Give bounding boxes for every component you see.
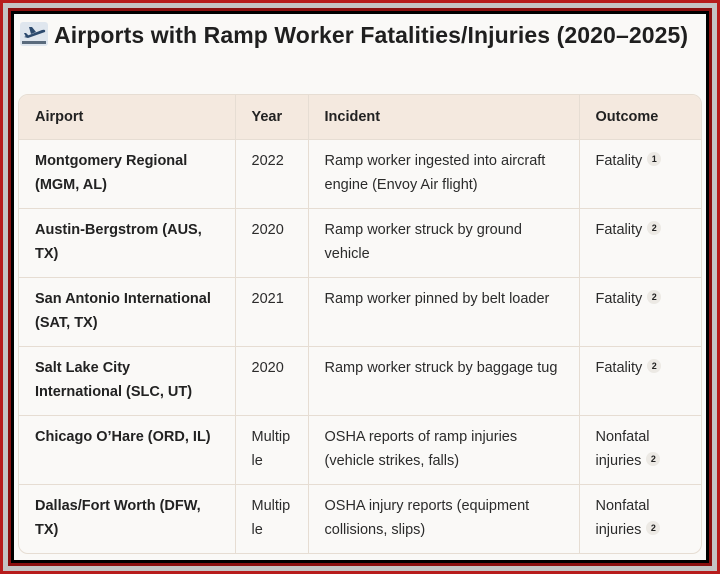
year-cell: 2021 (235, 277, 308, 346)
year-cell: Multiple (235, 415, 308, 484)
table-header-row (19, 95, 701, 139)
citation-badge[interactable]: 2 (646, 521, 660, 535)
outcome-text: Fatality (595, 221, 643, 238)
incident-cell: OSHA injury reports (equipment collisions, slips) (308, 484, 579, 553)
table-row (19, 415, 701, 484)
airport-cell: Austin-Bergstrom (AUS, TX) (19, 208, 235, 277)
table-row (19, 139, 701, 208)
column-header-outcome: Outcome (579, 95, 701, 139)
outcome-cell (579, 277, 701, 346)
column-header-airport: Airport (19, 95, 235, 139)
airport-cell: Salt Lake City International (SLC, UT) (19, 346, 235, 415)
table-row (19, 277, 701, 346)
table-row (19, 484, 701, 553)
citation-badge[interactable]: 2 (647, 359, 661, 373)
outcome-text: Nonfatal injuries (595, 497, 650, 538)
outcome-cell (579, 208, 701, 277)
incident-cell: OSHA reports of ramp injuries (vehicle strikes, falls) (308, 415, 579, 484)
year-cell: 2020 (235, 208, 308, 277)
airport-cell: Chicago O’Hare (ORD, IL) (19, 415, 235, 484)
outcome-text: Nonfatal injuries (595, 428, 650, 469)
page-title (20, 20, 700, 50)
column-header-year: Year (235, 95, 308, 139)
column-header-incident: Incident (308, 95, 579, 139)
incident-cell: Ramp worker struck by baggage tug (308, 346, 579, 415)
airport-cell: Dallas/Fort Worth (DFW, TX) (19, 484, 235, 553)
window-border (8, 8, 712, 566)
citation-badge[interactable]: 1 (647, 152, 661, 166)
airport-cell: San Antonio International (SAT, TX) (19, 277, 235, 346)
title-text: Airports with Ramp Worker Fatalities/Injuries (2020–2025) (54, 22, 689, 48)
outcome-text: Fatality (595, 359, 643, 376)
page (14, 14, 706, 560)
table-row (19, 346, 701, 415)
incident-cell: Ramp worker ingested into aircraft engine (Envoy Air flight) (308, 139, 579, 208)
year-cell: 2020 (235, 346, 308, 415)
outcome-cell (579, 139, 701, 208)
outcome-text: Fatality (595, 152, 643, 169)
incident-cell: Ramp worker struck by ground vehicle (308, 208, 579, 277)
incident-table (18, 94, 702, 554)
citation-badge[interactable]: 2 (646, 452, 660, 466)
year-cell: 2022 (235, 139, 308, 208)
table-row (19, 208, 701, 277)
outcome-cell (579, 415, 701, 484)
citation-badge[interactable]: 2 (647, 290, 661, 304)
outcome-cell (579, 346, 701, 415)
airport-cell: Montgomery Regional (MGM, AL) (19, 139, 235, 208)
outcome-cell (579, 484, 701, 553)
airplane-departure-icon (20, 22, 48, 46)
year-cell: Multiple (235, 484, 308, 553)
incident-cell: Ramp worker pinned by belt loader (308, 277, 579, 346)
citation-badge[interactable]: 2 (647, 221, 661, 235)
outcome-text: Fatality (595, 290, 643, 307)
